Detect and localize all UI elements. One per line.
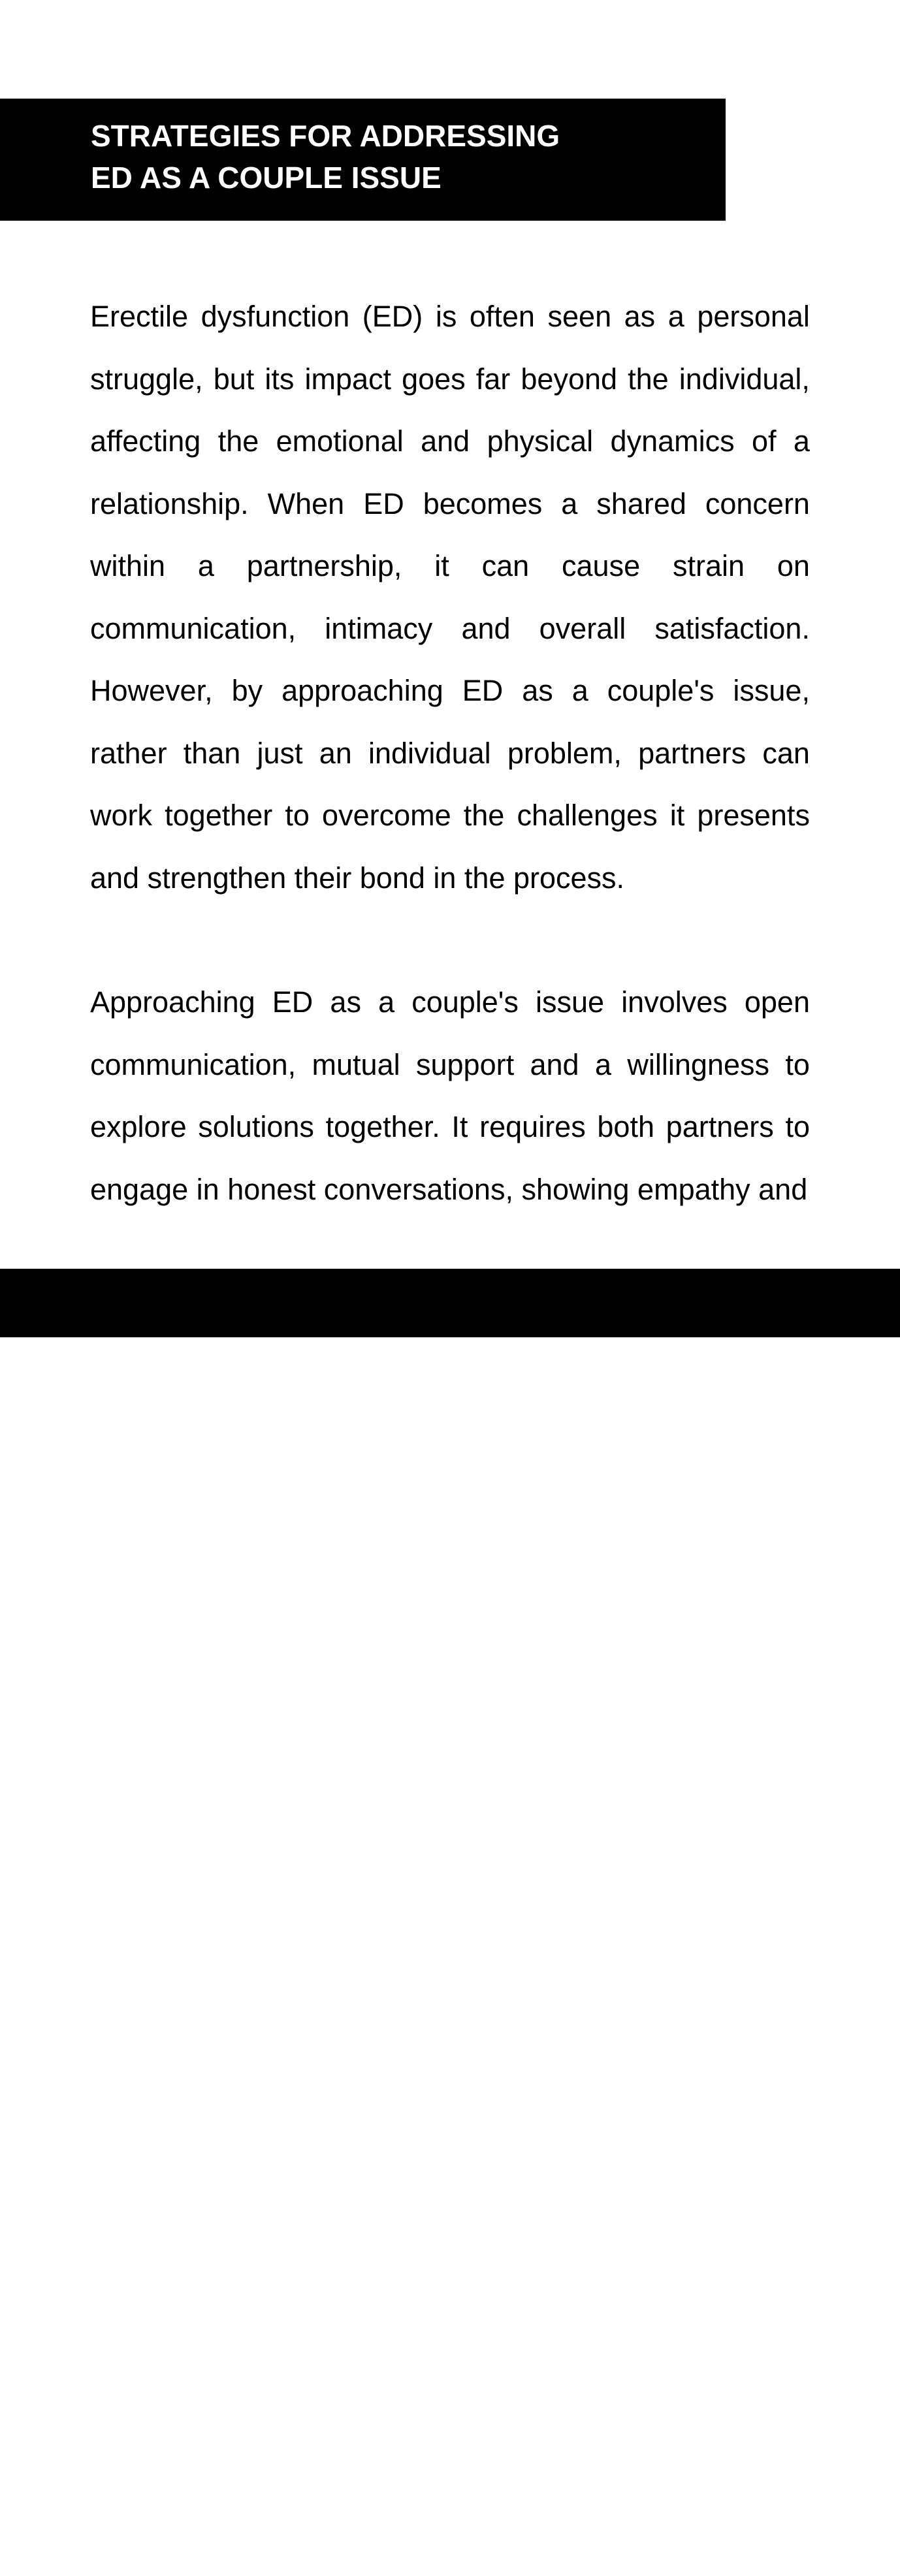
section-title-line-1: STRATEGIES FOR ADDRESSING [91,119,560,153]
section-title-line-2: ED AS A COUPLE ISSUE [91,161,442,195]
footer-bar [0,1269,900,2576]
text-line: affecting the emotional and physical dynamics of a [90,424,810,458]
paragraph [90,285,810,909]
text-line: communication, mutual support and a willingness to [90,1047,810,1081]
text-line: struggle, but its impact goes far beyond the individual, [90,362,810,396]
text-line: However, by approaching ED as a couple's issue, [90,674,810,707]
text-line: work together to overcome the challenges it presents [90,799,810,832]
text-line: engage in honest conversations, showing empathy and [90,1172,808,1206]
page-number: 48 [850,2551,875,2576]
text-line: Erectile dysfunction (ED) is often seen as a personal [90,300,810,333]
section-title-banner [0,99,726,221]
text-line: communication, intimacy and overall satisfaction. [90,611,810,645]
text-line: Approaching ED as a couple's issue involves open [90,985,810,1019]
paragraph [90,971,810,1220]
text-line: rather than just an individual problem, partners can [90,736,810,770]
text-line: relationship. When ED becomes a shared concern [90,486,810,520]
text-line: explore solutions together. It requires both partners to [90,1110,810,1143]
text-line: and strengthen their bond in the process. [90,861,625,895]
body-text [90,285,810,1220]
text-line: within a partnership, it can cause strain on [90,549,810,582]
